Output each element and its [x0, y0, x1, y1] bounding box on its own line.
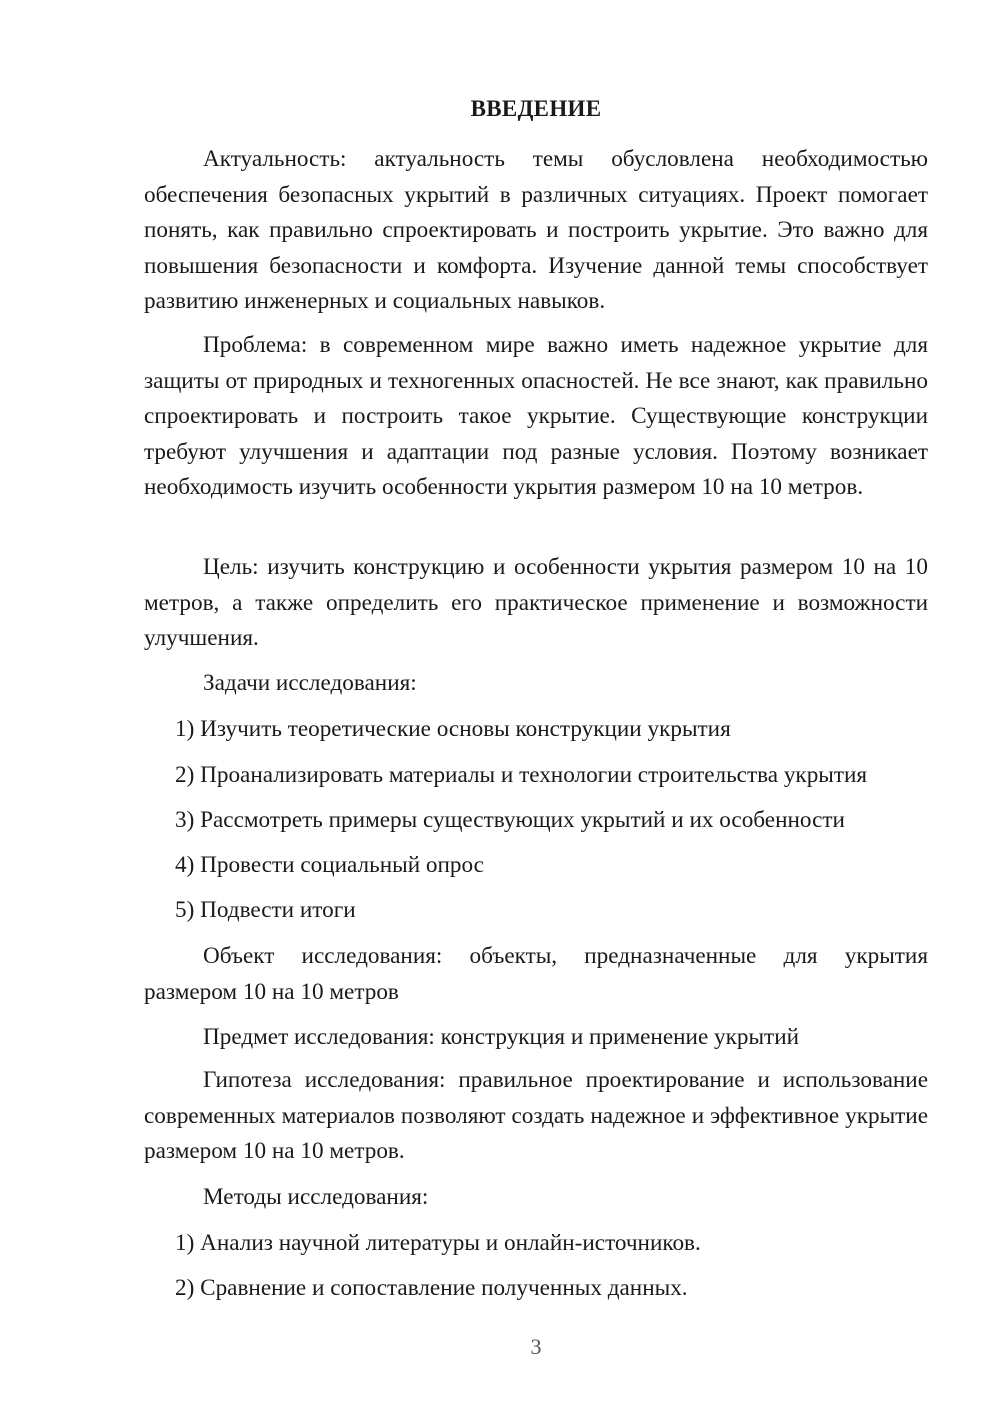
problem-paragraph: Проблема: в современном мире важно иметь надежное укрытие для защиты от природных и техногенных опасностей. Не все знают, как правильно спроектировать и построить такое укрытие. Существующие конструкции требуют улучшения и адаптации под разные условия. Поэтому возникает необходимость изучить особенности укрытия размером 10 на 10 метров. — [144, 332, 928, 500]
task-item: 2) Проанализировать материалы и технологии строительства укрытия — [175, 762, 868, 788]
task-item: 4) Провести социальный опрос — [175, 852, 484, 878]
object-line-continued: размером 10 на 10 метров — [144, 979, 399, 1005]
relevance-paragraph: Актуальность: актуальность темы обусловлена необходимостью обеспечения безопасных укрытий в различных ситуациях. Проект помогает понять, как правильно спроектировать и построить укрытие. Это важно для повышения безопасности и комфорта. Изучение данной темы способствует развитию инженерных и социальных навыков. — [144, 146, 928, 314]
object-line: Объект исследования: объекты, предназначенные для укрытия — [203, 943, 928, 969]
methods-heading: Методы исследования: — [203, 1184, 429, 1210]
task-item: 5) Подвести итоги — [175, 897, 356, 923]
method-item: 1) Анализ научной литературы и онлайн-источников. — [175, 1230, 701, 1256]
task-item: 1) Изучить теоретические основы конструкции укрытия — [175, 716, 731, 742]
tasks-heading: Задачи исследования: — [203, 670, 417, 696]
subject-line: Предмет исследования: конструкция и применение укрытий — [203, 1024, 800, 1050]
hypothesis-paragraph: Гипотеза исследования: правильное проектирование и использование современных материалов позволяют создать надежное и эффективное укрытие размером 10 на 10 метров. — [144, 1067, 928, 1164]
page-title: ВВЕДЕНИЕ — [470, 96, 602, 121]
method-item: 2) Сравнение и сопоставление полученных данных. — [175, 1275, 688, 1301]
goal-paragraph: Цель: изучить конструкцию и особенности укрытия размером 10 на 10 метров, а также определить его практическое применение и возможности улучшения. — [144, 554, 928, 651]
page-number: 3 — [530, 1334, 542, 1359]
task-item: 3) Рассмотреть примеры существующих укрытий и их особенности — [175, 807, 845, 833]
